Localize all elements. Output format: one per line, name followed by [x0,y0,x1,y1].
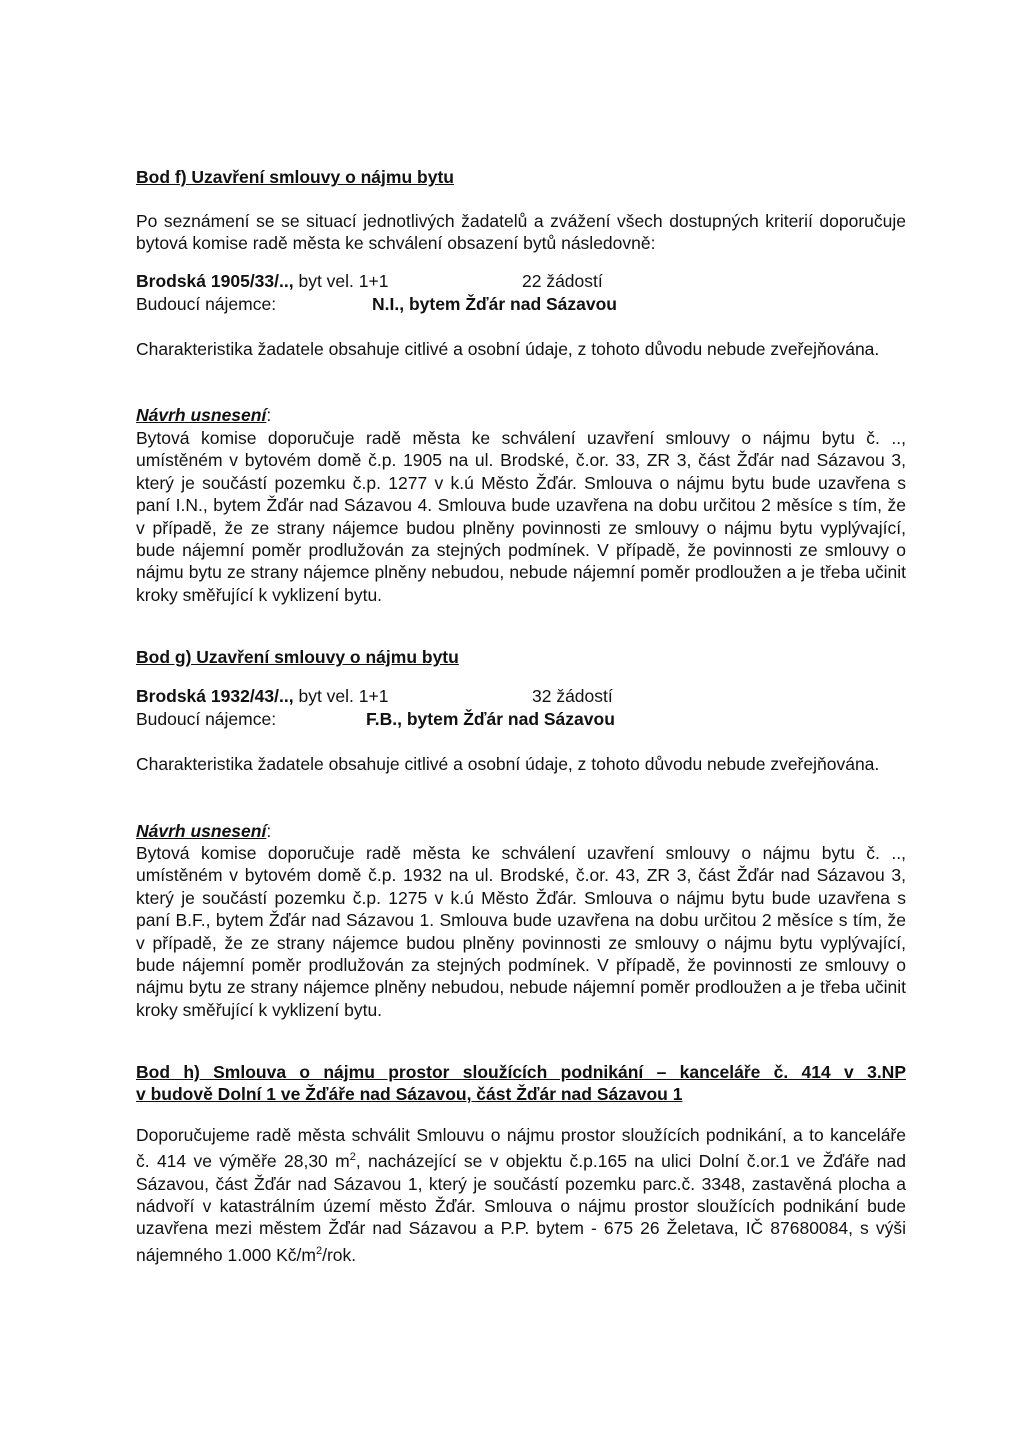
section-g-heading: Bod g) Uzavření smlouvy o nájmu bytu [136,647,459,667]
section-h-sup1: 2 [349,1151,356,1164]
section-f-tenant-label: Budoucí nájemce: [136,294,277,314]
section-h-text-part1: Doporučujeme radě města schválit Smlouvu o nájmu prostor sloužících podnikání, a to kanceláře č. 414 ve výměře 28,30 m [136,1125,906,1172]
section-h-text-part2: , nacházející se v objektu č.p.165 na ulici Dolní č.or.1 ve Žďáře nad Sázavou, část Žďár nad Sázavou 1, který je součástí pozemku parc.č. 3348, zastavěná plocha a nádvoří v katastrálním území město Žďár. Smlouva o nájmu prostor sloužících podnikání bude uzavřena mezi městem Žďár nad Sázavou a P.P. bytem - 675 26 Želetava, IČ 87680084, s výši nájemného 1.000 Kč/m [136,1151,906,1265]
section-f-proposal-label-row [136,404,906,426]
section-h-heading-line2: v budově Dolní 1 ve Žďáře nad Sázavou, část Žďár nad Sázavou 1 [136,1084,683,1104]
section-g-address-row [136,685,906,707]
section-f-proposal-label: Návrh usnesení [136,405,267,425]
section-g-characteristic: Charakteristika žadatele obsahuje citlivé a osobní údaje, z tohoto důvodu nebude zveřejňována. [136,754,880,774]
section-h-text-part3: /rok. [322,1244,357,1265]
section-h-sup2: 2 [315,1244,323,1257]
section-g-flat: byt vel. 1+1 [293,686,389,706]
section-f-characteristic: Charakteristika žadatele obsahuje citlivé a osobní údaje, z tohoto důvodu nebude zveřejňována. [136,339,880,359]
section-f-address: Brodská 1905/33/.., [136,271,294,291]
section-h-heading [136,1061,906,1105]
section-g-address: Brodská 1932/43/.., [136,686,294,706]
section-f-heading: Bod f) Uzavření smlouvy o nájmu bytu [136,167,454,187]
section-g-proposal-colon: : [266,821,272,841]
section-f-requests: 22 žádostí [522,271,603,291]
section-g-proposal-text: Bytová komise doporučuje radě města ke schválení uzavření smlouvy o nájmu bytu č. .., umístěném v bytovém domě č.p. 1932 na ul. Brodské, č.or. 43, ZR 3, část Žďár nad Sázavou 3, který je součástí pozemku č.p. 1275 v k.ú Město Žďár. Smlouva o nájmu bytu bude uzavřena s paní B.F., bytem Žďár nad Sázavou 1. Smlouva bude uzavřena na dobu určitou 2 měsíce s tím, že v případě, že ze strany nájemce budou plněny povinnosti ze smlouvy o nájmu bytu vyplývající, bude nájemní poměr prodlužován za stejných podmínek. V případě, že povinnosti ze smlouvy o nájmu bytu ze strany nájemce plněny nebudou, nebude nájemní poměr prodloužen a je třeba učinit kroky směřující k vyklizení bytu. [136,843,906,1020]
section-g-requests: 32 žádostí [532,686,613,706]
section-g-tenant-row [136,708,906,730]
section-f-flat: byt vel. 1+1 [293,271,389,291]
section-f-address-row [136,270,906,292]
section-h-text [136,1124,906,1266]
section-f-tenant-value: N.I., bytem Žďár nad Sázavou [372,294,617,314]
section-f-tenant-row [136,293,906,315]
section-f-proposal-colon: : [266,405,272,425]
section-g-proposal-label: Návrh usnesení [136,821,267,841]
section-g-proposal-label-row [136,820,906,842]
section-f-proposal-text: Bytová komise doporučuje radě města ke schválení uzavření smlouvy o nájmu bytu č. .., umístěném v bytovém domě č.p. 1905 na ul. Brodské, č.or. 33, ZR 3, část Žďár nad Sázavou 3, který je součástí pozemku č.p. 1277 v k.ú Město Žďár. Smlouva o nájmu bytu bude uzavřena s paní I.N., bytem Žďár nad Sázavou 4. Smlouva bude uzavřena na dobu určitou 2 měsíce s tím, že v případě, že ze strany nájemce budou plněny povinnosti ze smlouvy o nájmu bytu vyplývající, bude nájemní poměr prodlužován za stejných podmínek. V případě, že povinnosti ze smlouvy o nájmu bytu ze strany nájemce plněny nebudou, nebude nájemní poměr prodloužen a je třeba učinit kroky směřující k vyklizení bytu. [136,428,906,605]
section-g-tenant-value: F.B., bytem Žďár nad Sázavou [366,709,615,729]
section-h-heading-line1: Bod h) Smlouva o nájmu prostor sloužících podnikání – kanceláře č. 414 v 3.NP [136,1062,906,1082]
section-g-tenant-label: Budoucí nájemce: [136,709,277,729]
section-f-intro: Po seznámení se se situací jednotlivých žadatelů a zvážení všech dostupných kriterií doporučuje bytová komise radě města ke schválení obsazení bytů následovně: [136,211,906,254]
